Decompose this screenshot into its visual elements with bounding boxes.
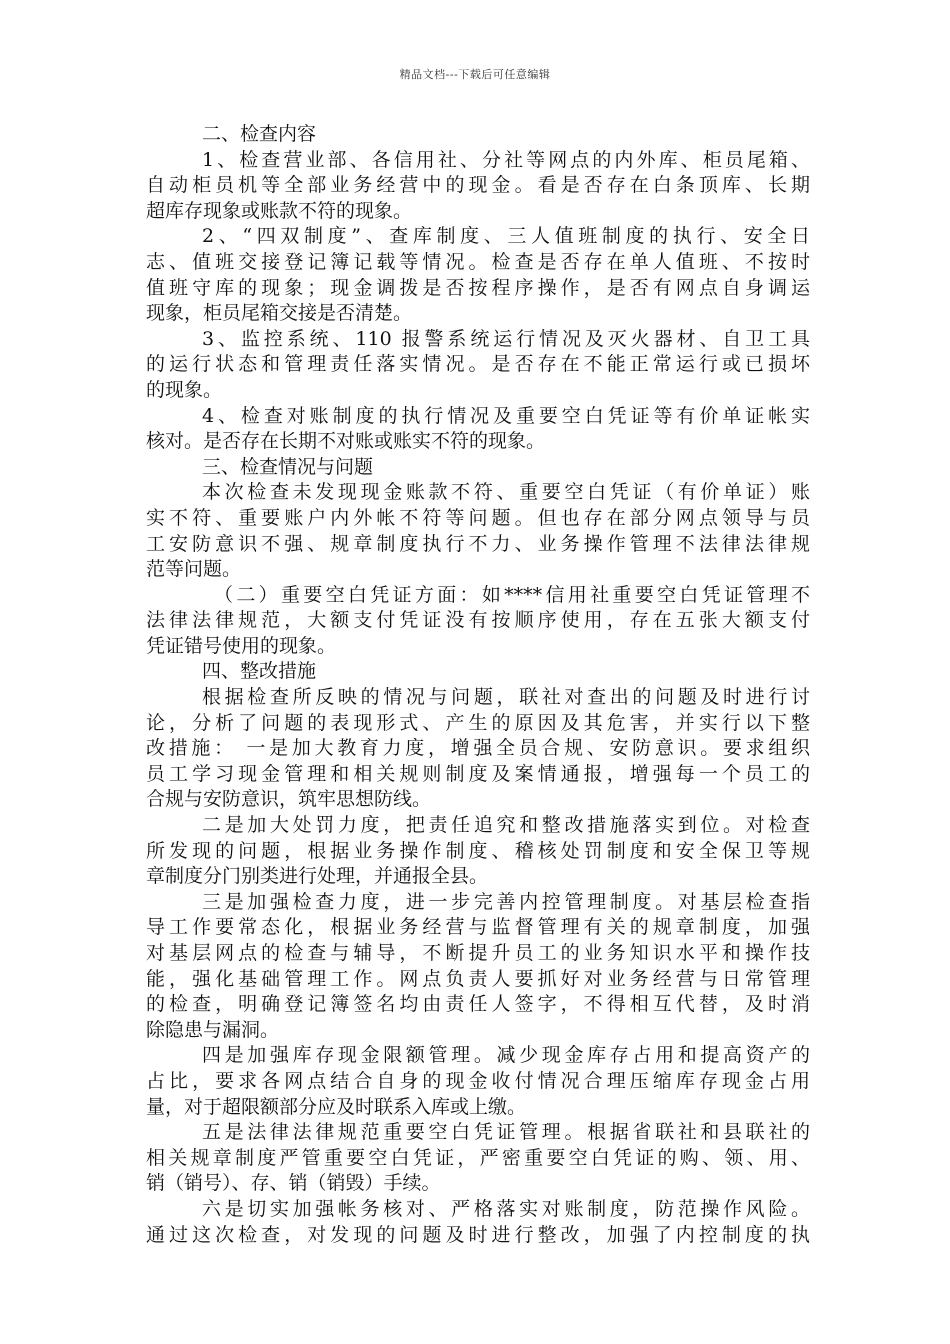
text-line: 的运行状态和管理责任落实情况。是否存在不能正常运行或已损坏: [146, 353, 810, 376]
text-line: 三、检查情况与问题: [202, 455, 374, 478]
text-line: 志、值班交接登记簿记载等情况。检查是否存在单人值班、不按时: [146, 250, 810, 273]
text-line: 4、检查对账制度的执行情况及重要空白凭证等有价单证帐实: [202, 404, 810, 427]
text-line: 核对。是否存在长期不对账或账实不符的现象。: [146, 430, 546, 453]
text-line: 工安防意识不强、规章制度执行不力、业务操作管理不法律法律规: [146, 532, 810, 555]
text-line: （二）重要空白凭证方面：如****信用社重要空白凭证管理不: [214, 583, 810, 606]
text-line: 论，分析了问题的表现形式、产生的原因及其危害，并实行以下整: [146, 711, 810, 734]
text-line: 所发现的问题，根据业务操作制度、稽核处罚制度和安全保卫等规: [146, 839, 810, 862]
text-line: 2、“四双制度”、查库制度、三人值班制度的执行、安全日: [202, 225, 810, 248]
text-line: 销（销号）、存、销（销毁）手续。: [146, 1172, 441, 1195]
text-line: 二是加大处罚力度，把责任追究和整改措施落实到位。对检查: [202, 814, 810, 837]
text-line: 改措施： 一是加大教育力度，增强全员合规、安防意识。要求组织: [146, 737, 810, 760]
text-line: 三是加强检查力度，进一步完善内控管理制度。对基层检查指: [202, 890, 810, 913]
text-line: 二、检查内容: [202, 123, 317, 145]
text-line: 占比，要求各网点结合自身的现金收付情况合理压缩库存现金占用: [146, 1069, 810, 1092]
text-line: 员工学习现金管理和相关规则制度及案情通报，增强每一个员工的: [146, 762, 810, 785]
text-line: 能，强化基础管理工作。网点负责人要抓好对业务经营与日常管理: [146, 967, 810, 990]
text-line: 根据检查所反映的情况与问题，联社对查出的问题及时进行讨: [202, 686, 810, 709]
text-line: 的检查，明确登记簿签名均由责任人签字，不得相互代替，及时消: [146, 993, 810, 1016]
text-line: 超库存现象或账款不符的现象。: [146, 199, 413, 222]
text-line: 合规与安防意识，筑牢思想防线。: [146, 788, 432, 811]
text-line: 1、检查营业部、各信用社、分社等网点的内外库、柜员尾箱、: [202, 148, 810, 171]
text-line: 本次检查未发现现金账款不符、重要空白凭证（有价单证）账: [202, 481, 810, 504]
text-line: 法律法律规范，大额支付凭证没有按顺序使用，存在五张大额支付: [146, 609, 810, 632]
text-line: 3、监控系统、110 报警系统运行情况及灭火器材、自卫工具: [202, 327, 810, 350]
text-line: 相关规章制度严管重要空白凭证，严密重要空白凭证的购、领、用、: [146, 1146, 810, 1169]
text-line: 章制度分门别类进行处理，并通报全县。: [146, 865, 489, 888]
text-line: 四是加强库存现金限额管理。减少现金库存占用和提高资产的: [202, 1044, 810, 1067]
page-header: 精品文档---下载后可任意编辑: [399, 68, 551, 81]
text-line: 量，对于超限额部分应及时联系入库或上缴。: [146, 1095, 527, 1118]
text-line: 现象，柜员尾箱交接是否清楚。: [146, 302, 413, 325]
text-line: 六是切实加强帐务核对、严格落实对账制度，防范操作风险。: [202, 1197, 810, 1220]
text-line: 对基层网点的检查与辅导，不断提升员工的业务知识水平和操作技: [146, 942, 810, 964]
document-body: [146, 122, 810, 1248]
text-line: 除隐患与漏洞。: [146, 1018, 280, 1041]
text-line: 值班守库的现象；现金调拨是否按程序操作，是否有网点自身调运: [146, 276, 810, 299]
text-line: 通过这次检查，对发现的问题及时进行整改，加强了内控制度的执: [146, 1223, 810, 1246]
text-line: 四、整改措施: [202, 660, 317, 683]
text-line: 范等问题。: [146, 558, 242, 581]
text-line: 实不符、重要账户内外帐不符等问题。但也存在部分网点领导与员: [146, 506, 810, 529]
text-line: 五是法律法律规范重要空白凭证管理。根据省联社和县联社的: [202, 1121, 810, 1144]
text-line: 的现象。: [146, 378, 223, 401]
text-line: 导工作要常态化，根据业务经营与监督管理有关的规章制度，加强: [146, 916, 810, 939]
text-line: 凭证错号使用的现象。: [146, 634, 337, 657]
text-line: 自动柜员机等全部业务经营中的现金。看是否存在白条顶库、长期: [146, 174, 810, 197]
